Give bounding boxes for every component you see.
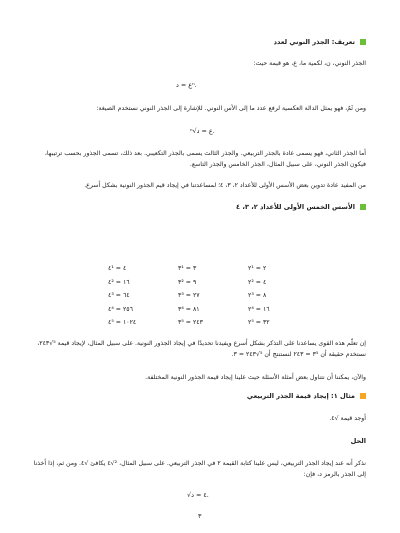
power-cell: ٣² = ٩ bbox=[178, 278, 197, 286]
paragraph-useful: من المفيد عادة تدوين بعض الأسس الأولى للأعداد ٢، ٣، ٤؛ لمساعدتنا في إيجاد قيم الجذور النونية بشكل أسرع. bbox=[84, 182, 366, 189]
paragraph-solution: نذكر أنه عند إيجاد الجذر التربيعي، ليس علينا كتابة القيمة ٢ في الجذر التربيعي. على سبيل المثال، ²√٤ يكافئ √٤. ومن ثم، إذا أخذنا إلى الجذر بالرمز د، فإن: bbox=[33, 460, 366, 478]
power-cell: ٢³ = ٨ bbox=[248, 292, 267, 300]
paragraph-root-names: أما الجذر الثاني، فهو يسمى عادة بالجذر التربيعي. والجذر الثالث يسمى بالجذر التكعيبي. بعد ذلك، تسمى الجذور بحسب ترتيبها، فيكون الجذر النوني، على سبيل المثال، الجذر الخامس والجذر التاسع. bbox=[44, 150, 366, 168]
powers-table bbox=[108, 262, 303, 330]
green-square-icon bbox=[360, 39, 366, 45]
powers-heading bbox=[236, 203, 366, 211]
equation-sqrt: √٤ = د. bbox=[187, 491, 209, 499]
power-cell: ٣⁴ = ٨١ bbox=[178, 305, 200, 313]
power-cell: ٤³ = ٦٤ bbox=[108, 292, 130, 300]
solution-label: الحل bbox=[350, 437, 366, 445]
powers-row bbox=[108, 303, 303, 317]
power-cell: ٢⁵ = ٣٢ bbox=[248, 319, 270, 327]
definition-intro: الجذر النوني، ن، لكمية ما، ع، هو قيمة حيث: bbox=[253, 60, 366, 67]
example-question: أوجد قيمة √٤. bbox=[329, 415, 366, 422]
power-cell: ٤² = ١٦ bbox=[108, 278, 130, 286]
example-title: مثال ١: إيجاد قيمة الجذر التربيعي bbox=[246, 392, 355, 400]
paragraph-inverse: ومن ثَمّ، فهو يمثل الدالة العكسية لرفع عدد ما إلى الأس النوني. للإشارة إلى الجذر النوني نستخدم الصيغة: bbox=[96, 105, 366, 112]
power-cell: ٤⁴ = ٢٥٦ bbox=[108, 305, 133, 313]
green-square-icon bbox=[360, 204, 366, 210]
powers-row bbox=[108, 316, 303, 330]
powers-row bbox=[108, 262, 303, 276]
example-heading bbox=[247, 392, 366, 400]
power-cell: ٢⁴ = ١٦ bbox=[248, 305, 270, 313]
powers-title: الأسس الخمس الأولى للأعداد ٢، ٣، ٤ bbox=[236, 203, 355, 211]
power-cell: ٣³ = ٢٧ bbox=[178, 292, 200, 300]
equation-root: ⁿ√ع = د. bbox=[190, 127, 215, 135]
power-cell: ٣¹ = ٣ bbox=[178, 265, 197, 273]
equation-power: ع = دⁿ. bbox=[176, 81, 197, 89]
power-cell: ٣⁵ = ٢٤٣ bbox=[178, 319, 203, 327]
page-number: ٣ bbox=[198, 512, 202, 520]
definition-heading bbox=[274, 38, 366, 46]
paragraph-powers-usage: إن تعلّم هذه القوى يساعدنا على التذكر بشكل أسرع ويفيدنا تحديدًا في إيجاد الجذور النونية. على سبيل المثال، لإيجاد قيمة ⁵√٢٤٣، نستخدم حقيقة أن ٣⁵ = ٢٤٣ لنستنتج أن ⁵√٢٤٣ = ٣. bbox=[37, 340, 366, 358]
orange-square-icon bbox=[360, 393, 366, 399]
powers-row bbox=[108, 289, 303, 303]
power-cell: ٢² = ٤ bbox=[248, 278, 267, 286]
power-cell: ٢¹ = ٢ bbox=[248, 265, 267, 273]
paragraph-examples-intro: والآن، يمكننا أن نتناول بعض أمثلة الأسئلة حيث علينا إيجاد قيمة الجذور النونية المختلفة. bbox=[145, 374, 366, 381]
powers-row bbox=[108, 276, 303, 290]
power-cell: ٤¹ = ٤ bbox=[108, 265, 127, 273]
power-cell: ٤⁵ = ١٠٢٤ bbox=[108, 319, 137, 327]
definition-title: تعريف: الجذر النوني لعدد bbox=[273, 38, 355, 46]
